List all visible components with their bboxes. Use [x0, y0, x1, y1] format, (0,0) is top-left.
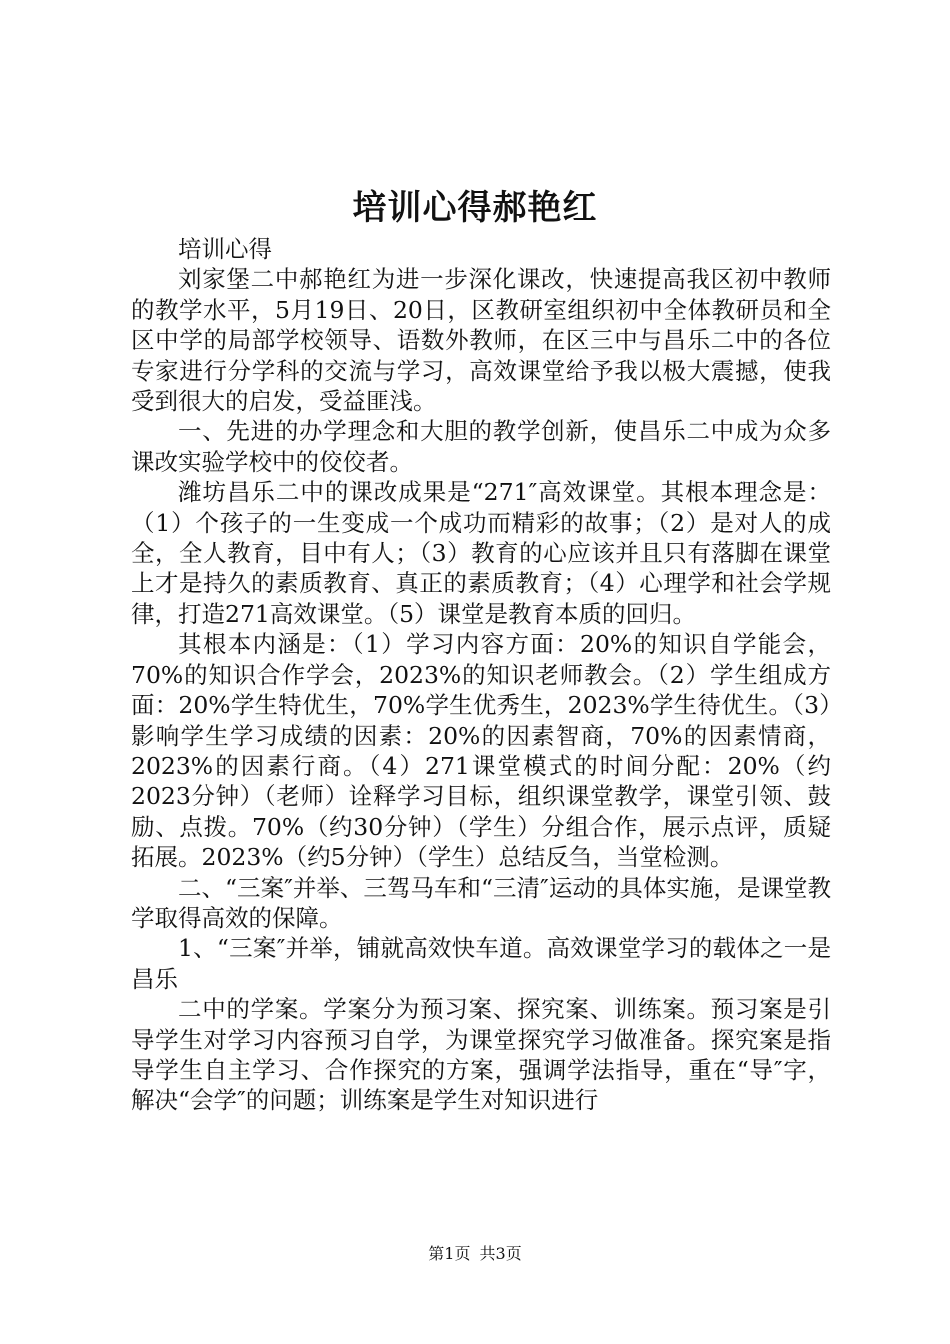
page-number: 第1页 — [428, 1244, 471, 1263]
paragraph: 培训心得 — [178, 235, 272, 263]
page-total: 共3页 — [479, 1244, 522, 1263]
paragraph: 二中的学案。学案分为预习案、探究案、训练案。预习案是引导学生对学习内容预习自学，为课堂探究学习做准备。探究案是指导学生自主学习、合作探究的方案，强调学法指导，重在“导″字，解决“会学″的问题；训练案是学生对知识进行 — [131, 995, 831, 1115]
paragraph: 其根本内涵是：（1）学习内容方面：20%的知识自学能会，70%的知识合作学会，2023%的知识老师教会。（2）学生组成方面：20%学生特优生，70%学生优秀生，2023%学生待优生。（3）影响学生学习成绩的因素：20%的因素智商，70%的因素情商，2023%的因素行商。（4）271课堂模式的时间分配：20%（约2023分钟）（老师）诠释学习目标，组织课堂教学，课堂引领、鼓励、点拨。70%（约30分钟）（学生）分组合作，展示点评，质疑拓展。2023%（约5分钟）（学生）总结反刍，当堂检测。 — [131, 630, 831, 872]
paragraph: 二、“三案″并举、三驾马车和“三清″运动的具体实施，是课堂教学取得高效的保障。 — [131, 873, 831, 932]
document-body — [131, 234, 831, 1116]
document-title: 培训心得郝艳红 — [352, 188, 598, 228]
page-footer — [0, 1244, 950, 1264]
paragraph: 一、先进的办学理念和大胆的教学创新，使昌乐二中成为众多课改实验学校中的佼佼者。 — [131, 417, 831, 476]
paragraph: 1、“三案″并举，铺就高效快车道。高效课堂学习的载体之一是昌乐 — [131, 934, 831, 993]
paragraph: 潍坊昌乐二中的课改成果是“271″高效课堂。其根本理念是：（1）个孩子的一生变成一个成功而精彩的故事；（2）是对人的成全，全人教育，目中有人；（3）教育的心应该并且只有落脚在课堂上才是持久的素质教育、真正的素质教育；（4）心理学和社会学规律，打造271高效课堂。（5）课堂是教育本质的回归。 — [131, 478, 831, 628]
paragraph: 刘家堡二中郝艳红为进一步深化课改，快速提高我区初中教师的教学水平，5月19日、20日，区教研室组织初中全体教研员和全区中学的局部学校领导、语数外教师，在区三中与昌乐二中的各位专家进行分学科的交流与学习，高效课堂给予我以极大震撼，使我受到很大的启发，受益匪浅。 — [131, 265, 831, 416]
